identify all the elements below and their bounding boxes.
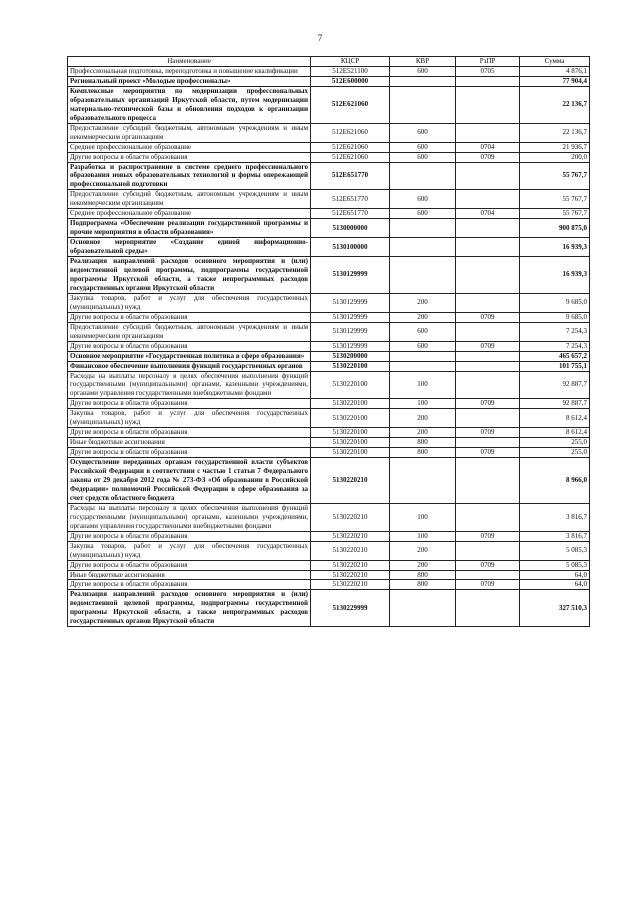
row-rzpr: 0709 bbox=[456, 399, 520, 409]
row-rzpr bbox=[456, 438, 520, 448]
row-rzpr bbox=[456, 590, 520, 627]
row-kvr bbox=[390, 590, 456, 627]
row-sum: 327 510,3 bbox=[520, 590, 590, 627]
row-kvr: 100 bbox=[390, 531, 456, 541]
row-sum: 92 887,7 bbox=[520, 371, 590, 399]
table-row bbox=[68, 322, 590, 341]
row-sum: 200,0 bbox=[520, 152, 590, 162]
row-kvr bbox=[390, 361, 456, 371]
row-kcsr: 5130220100 bbox=[311, 399, 390, 409]
row-name: Финансовое обеспечение выполнения функций государственных органов bbox=[68, 361, 311, 371]
row-rzpr: 0709 bbox=[456, 341, 520, 351]
row-kcsr: 5130220210 bbox=[311, 531, 390, 541]
header-name: Наименование bbox=[68, 57, 311, 67]
row-kvr: 600 bbox=[390, 123, 456, 142]
table-row bbox=[68, 458, 590, 504]
row-kvr: 200 bbox=[390, 312, 456, 322]
row-name: Другие вопросы в области образования bbox=[68, 399, 311, 409]
row-kcsr: 5130220210 bbox=[311, 458, 390, 504]
row-kcsr: 512E621060 bbox=[311, 123, 390, 142]
table-row bbox=[68, 428, 590, 438]
row-kvr bbox=[390, 162, 456, 190]
row-sum: 7 254,3 bbox=[520, 322, 590, 341]
row-name: Профессиональная подготовка, переподготовка и повышение квалификации bbox=[68, 67, 311, 77]
row-kvr bbox=[390, 219, 456, 238]
table-row bbox=[68, 142, 590, 152]
row-kvr: 600 bbox=[390, 209, 456, 219]
row-rzpr bbox=[456, 351, 520, 361]
row-kcsr: 5130220100 bbox=[311, 409, 390, 428]
row-sum: 5 085,3 bbox=[520, 541, 590, 560]
row-rzpr: 0709 bbox=[456, 152, 520, 162]
row-kcsr: 512E621060 bbox=[311, 142, 390, 152]
row-rzpr bbox=[456, 293, 520, 312]
row-name: Комплексные мероприятия по модернизации профессиональных образовательных организаций Иркутской области, путем модернизации материально-технической базы и обновления подходов к организации образовательного процесса bbox=[68, 86, 311, 123]
row-kvr: 200 bbox=[390, 428, 456, 438]
row-name: Основное мероприятие «Создание единой информационно-образовательной среды» bbox=[68, 238, 311, 257]
row-sum: 101 755,1 bbox=[520, 361, 590, 371]
row-sum: 8 612,4 bbox=[520, 428, 590, 438]
row-kvr bbox=[390, 458, 456, 504]
row-sum: 3 816,7 bbox=[520, 503, 590, 531]
row-kvr: 800 bbox=[390, 438, 456, 448]
row-sum: 92 887,7 bbox=[520, 399, 590, 409]
row-name: Среднее профессиональное образование bbox=[68, 209, 311, 219]
row-rzpr bbox=[456, 162, 520, 190]
row-kvr: 100 bbox=[390, 399, 456, 409]
row-sum: 4 876,1 bbox=[520, 67, 590, 77]
row-kcsr: 512E651770 bbox=[311, 162, 390, 190]
table-row bbox=[68, 570, 590, 580]
table-row bbox=[68, 123, 590, 142]
row-kcsr: 512E621060 bbox=[311, 152, 390, 162]
row-name: Предоставление субсидий бюджетным, автономным учреждениям и иным некоммерческим организациям bbox=[68, 190, 311, 209]
row-kvr: 200 bbox=[390, 409, 456, 428]
row-name: Другие вопросы в области образования bbox=[68, 312, 311, 322]
row-name: Реализация направлений расходов основного мероприятия и (или) ведомственной целевой программы, подпрограммы государственной программы Иркутской области, а также непрограммных расходов государственных органов Иркутской области bbox=[68, 257, 311, 294]
row-sum: 16 939,3 bbox=[520, 238, 590, 257]
table-row bbox=[68, 209, 590, 219]
row-kvr: 200 bbox=[390, 293, 456, 312]
table-row bbox=[68, 238, 590, 257]
table-row bbox=[68, 162, 590, 190]
row-rzpr: 0709 bbox=[456, 560, 520, 570]
row-sum: 55 767,7 bbox=[520, 162, 590, 190]
row-name: Региональный проект «Молодые профессионалы» bbox=[68, 76, 311, 86]
row-rzpr: 0709 bbox=[456, 428, 520, 438]
row-rzpr: 0704 bbox=[456, 142, 520, 152]
row-kvr: 100 bbox=[390, 371, 456, 399]
row-name: Иные бюджетные ассигнования bbox=[68, 438, 311, 448]
row-sum: 255,0 bbox=[520, 448, 590, 458]
header-kcsr: КЦСР bbox=[311, 57, 390, 67]
row-name: Реализация направлений расходов основного мероприятия и (или) ведомственной целевой программы, подпрограммы государственной программы Иркутской области, а также непрограммных расходов государственных органов Иркутской области bbox=[68, 590, 311, 627]
row-name: Другие вопросы в области образования bbox=[68, 560, 311, 570]
table-row bbox=[68, 76, 590, 86]
table-row bbox=[68, 86, 590, 123]
row-kvr: 600 bbox=[390, 142, 456, 152]
table-row bbox=[68, 190, 590, 209]
row-name: Разработка и распространение в системе среднего профессионального образования новых образовательных технологий и формы опережающей профессиональной подготовки bbox=[68, 162, 311, 190]
row-kcsr: 5130229999 bbox=[311, 590, 390, 627]
row-name: Закупка товаров, работ и услуг для обеспечения государственных (муниципальных) нужд bbox=[68, 409, 311, 428]
row-kcsr: 5130129999 bbox=[311, 341, 390, 351]
row-rzpr bbox=[456, 123, 520, 142]
row-kcsr: 5130220100 bbox=[311, 448, 390, 458]
row-name: Другие вопросы в области образования bbox=[68, 531, 311, 541]
row-kcsr: 512E521100 bbox=[311, 67, 390, 77]
table-row bbox=[68, 503, 590, 531]
row-sum: 900 875,0 bbox=[520, 219, 590, 238]
row-kcsr: 5130220210 bbox=[311, 560, 390, 570]
row-rzpr bbox=[456, 570, 520, 580]
row-kvr bbox=[390, 351, 456, 361]
row-rzpr bbox=[456, 86, 520, 123]
row-kvr: 200 bbox=[390, 560, 456, 570]
row-kcsr: 5130129999 bbox=[311, 257, 390, 294]
table-row bbox=[68, 257, 590, 294]
row-name: Предоставление субсидий бюджетным, автономным учреждениям и иным некоммерческим организациям bbox=[68, 322, 311, 341]
row-sum: 8 966,0 bbox=[520, 458, 590, 504]
row-rzpr bbox=[456, 322, 520, 341]
header-rzpr: РзПР bbox=[456, 57, 520, 67]
table-row bbox=[68, 531, 590, 541]
row-name: Другие вопросы в области образования bbox=[68, 580, 311, 590]
table-row bbox=[68, 371, 590, 399]
row-name: Расходы на выплаты персоналу в целях обеспечения выполнения функций государственными (муниципальными) органами, казенными учреждениями, органами управления государственными внебюджетными фондами bbox=[68, 371, 311, 399]
row-rzpr: 0709 bbox=[456, 448, 520, 458]
row-sum: 77 904,4 bbox=[520, 76, 590, 86]
table-row bbox=[68, 399, 590, 409]
row-kvr: 200 bbox=[390, 541, 456, 560]
row-name: Закупка товаров, работ и услуг для обеспечения государственных (муниципальных) нужд bbox=[68, 293, 311, 312]
row-kcsr: 5130220100 bbox=[311, 438, 390, 448]
row-kvr: 600 bbox=[390, 152, 456, 162]
row-kcsr: 5130100000 bbox=[311, 238, 390, 257]
table-row bbox=[68, 448, 590, 458]
row-name: Другие вопросы в области образования bbox=[68, 428, 311, 438]
table-row bbox=[68, 438, 590, 448]
row-rzpr bbox=[456, 503, 520, 531]
row-kcsr: 5130220210 bbox=[311, 570, 390, 580]
row-kvr: 600 bbox=[390, 67, 456, 77]
row-rzpr: 0709 bbox=[456, 531, 520, 541]
table-row bbox=[68, 152, 590, 162]
row-kcsr: 5130220100 bbox=[311, 361, 390, 371]
row-rzpr bbox=[456, 371, 520, 399]
row-kvr bbox=[390, 76, 456, 86]
row-kvr: 600 bbox=[390, 341, 456, 351]
row-kcsr: 5130220210 bbox=[311, 580, 390, 590]
row-name: Основное мероприятие «Государственная политика в сфере образования» bbox=[68, 351, 311, 361]
row-kcsr: 512E651770 bbox=[311, 190, 390, 209]
row-kvr: 800 bbox=[390, 448, 456, 458]
row-sum: 64,0 bbox=[520, 580, 590, 590]
row-kvr: 600 bbox=[390, 190, 456, 209]
row-sum: 255,0 bbox=[520, 438, 590, 448]
row-kcsr: 5130220210 bbox=[311, 503, 390, 531]
row-rzpr bbox=[456, 219, 520, 238]
row-sum: 22 136,7 bbox=[520, 123, 590, 142]
table-row bbox=[68, 341, 590, 351]
table-row bbox=[68, 560, 590, 570]
table-row bbox=[68, 590, 590, 627]
row-name: Другие вопросы в области образования bbox=[68, 152, 311, 162]
row-sum: 7 254,3 bbox=[520, 341, 590, 351]
row-kcsr: 5130000000 bbox=[311, 219, 390, 238]
row-kvr: 800 bbox=[390, 580, 456, 590]
row-kcsr: 5130129999 bbox=[311, 322, 390, 341]
row-kvr bbox=[390, 257, 456, 294]
row-name: Предоставление субсидий бюджетным, автономным учреждениям и иным некоммерческим организациям bbox=[68, 123, 311, 142]
row-rzpr bbox=[456, 458, 520, 504]
row-rzpr bbox=[456, 361, 520, 371]
table-row bbox=[68, 361, 590, 371]
table-row bbox=[68, 67, 590, 77]
row-rzpr bbox=[456, 541, 520, 560]
row-name: Расходы на выплаты персоналу в целях обеспечения выполнения функций государственными (муниципальными) органами, казенными учреждениями, органами управления государственными внебюджетными фондами bbox=[68, 503, 311, 531]
row-name: Иные бюджетные ассигнования bbox=[68, 570, 311, 580]
row-name: Другие вопросы в области образования bbox=[68, 341, 311, 351]
row-sum: 64,0 bbox=[520, 570, 590, 580]
row-rzpr bbox=[456, 257, 520, 294]
row-kvr: 600 bbox=[390, 322, 456, 341]
row-sum: 5 085,3 bbox=[520, 560, 590, 570]
row-kcsr: 512E651770 bbox=[311, 209, 390, 219]
row-kvr bbox=[390, 86, 456, 123]
table-body bbox=[68, 67, 590, 627]
header-sum: Сумма bbox=[520, 57, 590, 67]
row-kcsr: 512E621060 bbox=[311, 86, 390, 123]
row-rzpr bbox=[456, 190, 520, 209]
table-row bbox=[68, 351, 590, 361]
page-number: 7 bbox=[317, 33, 323, 43]
row-sum: 465 657,2 bbox=[520, 351, 590, 361]
row-name: Осуществление переданных органам государственной власти субъектов Российской Федерации в соответствии с частью 1 статьи 7 Федерального закона от 29 декабря 2012 года № 273-ФЗ «Об образовании в Российской Федерации» полномочий Российской Федерации в сфере образования за счет средств областного бюджета bbox=[68, 458, 311, 504]
row-kcsr: 5130200000 bbox=[311, 351, 390, 361]
row-rzpr: 0709 bbox=[456, 312, 520, 322]
row-rzpr bbox=[456, 409, 520, 428]
header-kvr: КВР bbox=[390, 57, 456, 67]
row-kcsr: 5130220210 bbox=[311, 541, 390, 560]
row-name: Подпрограмма «Обеспечение реализации государственной программы и прочие мероприятия в области образования» bbox=[68, 219, 311, 238]
table-row bbox=[68, 580, 590, 590]
table-row bbox=[68, 219, 590, 238]
row-rzpr: 0705 bbox=[456, 67, 520, 77]
budget-table bbox=[67, 56, 590, 627]
row-sum: 8 612,4 bbox=[520, 409, 590, 428]
table-row bbox=[68, 293, 590, 312]
row-rzpr: 0709 bbox=[456, 580, 520, 590]
row-rzpr bbox=[456, 76, 520, 86]
table-header-row bbox=[68, 57, 590, 67]
row-sum: 9 685,0 bbox=[520, 312, 590, 322]
table-row bbox=[68, 312, 590, 322]
table-row bbox=[68, 409, 590, 428]
row-rzpr: 0704 bbox=[456, 209, 520, 219]
row-kcsr: 512E600000 bbox=[311, 76, 390, 86]
row-sum: 55 767,7 bbox=[520, 209, 590, 219]
row-kvr: 100 bbox=[390, 503, 456, 531]
row-name: Другие вопросы в области образования bbox=[68, 448, 311, 458]
row-kvr: 800 bbox=[390, 570, 456, 580]
table-row bbox=[68, 541, 590, 560]
row-sum: 9 685,0 bbox=[520, 293, 590, 312]
row-kcsr: 5130129999 bbox=[311, 293, 390, 312]
row-sum: 21 936,7 bbox=[520, 142, 590, 152]
row-name: Закупка товаров, работ и услуг для обеспечения государственных (муниципальных) нужд bbox=[68, 541, 311, 560]
row-rzpr bbox=[456, 238, 520, 257]
row-sum: 3 816,7 bbox=[520, 531, 590, 541]
row-sum: 16 939,3 bbox=[520, 257, 590, 294]
row-kcsr: 5130220100 bbox=[311, 371, 390, 399]
row-name: Среднее профессиональное образование bbox=[68, 142, 311, 152]
row-sum: 22 136,7 bbox=[520, 86, 590, 123]
row-kcsr: 5130220100 bbox=[311, 428, 390, 438]
row-kcsr: 5130129999 bbox=[311, 312, 390, 322]
row-kvr bbox=[390, 238, 456, 257]
row-sum: 55 767,7 bbox=[520, 190, 590, 209]
